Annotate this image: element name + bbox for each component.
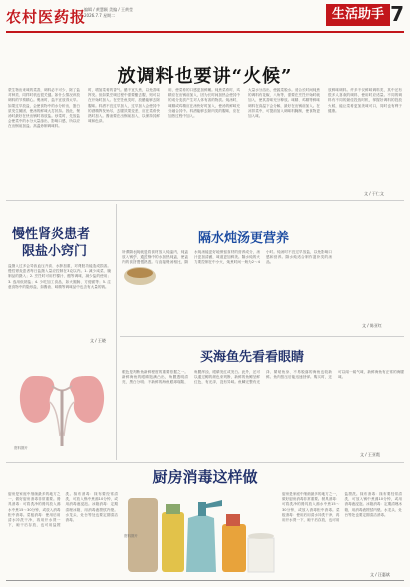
article1-col5: 放鲜味调料。许多不仅鲜味调料类，其中还有很多人喜欢的调料，使用时应适量。不同的调料有不同的最佳投放时机，掌握好调料的投放火候，能让菜肴更加美味可口，同时也有利于健康。 xyxy=(328,88,402,113)
masthead-meta xyxy=(84,7,133,19)
article1-col3: 用，使菜肴的口感更加鲜嫩。炖煮菜肴时，鸡精应在出锅前加入，因为长时间加热会使其中的成分变质产生对人体有害的物质。炖汤时，味精或鸡精应在汤快好时加入，使汤的鲜味充分融合其中。料酒能够去除肉类的腥味，应在加热过程中加入。 xyxy=(168,88,240,119)
editor-line: 编辑 / 黄慧颖 美编 / 王黄莹 xyxy=(84,7,134,12)
article5-byline: 文 / 汪惠斌 xyxy=(370,572,390,577)
date-line: 2026.7.7 星期二 xyxy=(84,13,116,18)
kidney-icon xyxy=(12,346,112,454)
cleaning-supplies-illustration xyxy=(122,488,278,576)
article1-byline: 文 / 于仁文 xyxy=(364,191,384,196)
section-tag: 生活助手 xyxy=(326,4,390,26)
article5-col-right: 厨房是家庭中细菌最多的地方之一，做好厨房消毒非常重要。餐具消毒：可将洗净的餐具放入沸水中煮15～30分钟，或放入消毒柜中消毒。菜板消毒：使用后用清水冲洗干净，再用开水烫一下，晾干后存放，也可用盐擦洗。抹布消毒：抹布要经常清洗，可放入锅中煮沸10分钟，或用消毒液浸泡。冰箱消毒：定期清理冰箱，用消毒液擦拭内壁。水龙头、灶台等处也要定期清洁消毒。 xyxy=(282,492,402,523)
article3-body: 所谓隔水炖就是将食材放入炖盅内，炖盅放入锅中，通过锅中的水加热炖盅，使盅内的食材慢慢熟透。与直接煲汤相比，隔水炖汤能更好地保留食材的营养成分，汤汁更加清澈，味道更加鲜美。隔水炖的火力要控制在中小火，炖煮时间一般为2～4小时。炖汤时不宜过早放盐，以免影响口感和营养。隔水炖适合制作滋补类的汤品。 xyxy=(122,250,332,265)
soup-bowl-illustration xyxy=(122,246,158,296)
article1-col1: 蒙生物出来味的菜香，调料必不可少，除了盐对种类、同样时机也很关键。如什么情况该放调料的节奏精心。煲汤时，盐不宜放得太早。如果过早放盐，会使食物中的水分析出，蛋白质发生凝固，使汤的鲜味大打折扣。因此，煲汤时最好在快出锅时再放盐。炒菜时，先放盐会使菜中的水分大量渗出，影响口感，所以应在出锅前加盐。高温炒制调味料。 xyxy=(8,88,80,129)
article3-byline: 文 / 陈亚红 xyxy=(362,323,382,328)
section-divider-2 xyxy=(120,336,404,337)
section-divider xyxy=(6,200,404,201)
section-divider-3 xyxy=(6,462,404,463)
article4-byline: 文 / 王亚霞 xyxy=(360,452,380,457)
newspaper-logo: 农村医药报 xyxy=(6,8,87,26)
article1-col4: 大量水分溶出，使蔬菜脱水。适合长时间炖煮的调料有花椒、八角等，需要在烹饪开始时就加入，使其香味充分释放。味精、鸡精等鲜味调料在高温下会分解，最好在出锅前加入。在凉拌菜中，可提前加入调味料腌制，使食物更加入味。 xyxy=(248,88,320,119)
article3-headline: 隔水炖汤更营养 xyxy=(198,231,290,246)
article2-pic-caption: 资料图片 xyxy=(14,446,28,450)
article2-byline: 文 / 王晓 xyxy=(90,338,106,343)
article5-headline: 厨房消毒这样做 xyxy=(152,468,258,486)
page-number: 7 xyxy=(390,2,404,26)
cleaning-bottles-icon xyxy=(122,488,278,576)
masthead-rule xyxy=(6,31,404,33)
kidney-illustration xyxy=(12,346,112,454)
article5-col-left: 厨房是家庭中细菌最多的地方之一，做好厨房消毒非常重要。餐具消毒：可将洗净的餐具放入沸水中煮15～30分钟，或放入消毒柜中消毒。菜板消毒：使用后用清水冲洗干净，再用开水烫一下，晾干后存放，也可用盐擦洗。抹布消毒：抹布要经常清洗，可放入锅中煮沸10分钟，或用消毒液浸泡。冰箱消毒：定期清理冰箱，用消毒液擦拭内壁。水龙头、灶台等处也要定期清洁消毒。 xyxy=(8,492,118,528)
article2-body: 盐摄入过多会导致血压升高、水肿加重，对肾脏功能造成损害。慢性肾炎患者每日盐摄入量应控制在3克以内。1. 减少咸菜、腌制品的摄入；2. 烹饪时可用柠檬汁、醋等调味，减少盐的使用；3. 选用低钠盐；4. 少吃加工食品，如火腿肠、方便面等；5. 注意食物中的隐形盐，如酱油、味精等调味品中也含有大量的钠。 xyxy=(8,264,111,289)
article1-col2: 时，增加菜肴的香气。醋不宜久煮，以免香味挥发。但如果烹调过程中需要醋去腥，则可以在开始时加入。在烹饪鱼类时，放醋能够去除腥味。料酒不宜过早加入，过早加入会使其中的酒精挥发殆尽，去腥效果变差，应在菜肴快熟时加入。酱油要在出锅前加入，以保持其鲜味和色泽。 xyxy=(88,88,160,124)
article1-headline: 放调料也要讲“火候” xyxy=(117,66,293,87)
article2-headline: 慢性肾炎患者 限盐小窍门 xyxy=(12,227,91,259)
article5-pic-caption: 资料图片 xyxy=(124,534,138,538)
footer-rule xyxy=(6,580,404,581)
masthead xyxy=(6,4,404,30)
column-divider xyxy=(116,204,117,460)
article4-headline: 买海鱼先看看眼睛 xyxy=(200,350,305,365)
soup-bowl-icon xyxy=(122,246,158,296)
article4-body: 眼色是判断鱼新鲜程度的重要依据之一。新鲜海鱼的眼睛饱满凸出，角膜透明清亮，黑白分明；不新鲜的海鱼眼球塌陷，角膜浑浊，眼睛发红或发白。此外，还可以通过鳃的颜色来判断，新鲜的鱼鳃呈鲜红色，有光泽，没有异味。鱼鳞完整有光泽、紧贴鱼身、不易脱落的海鱼也较新鲜。鱼肉按压后能迅速回弹。购买时，还可以闻一闻气味，新鲜海鱼有正常的海腥味。 xyxy=(122,370,404,385)
